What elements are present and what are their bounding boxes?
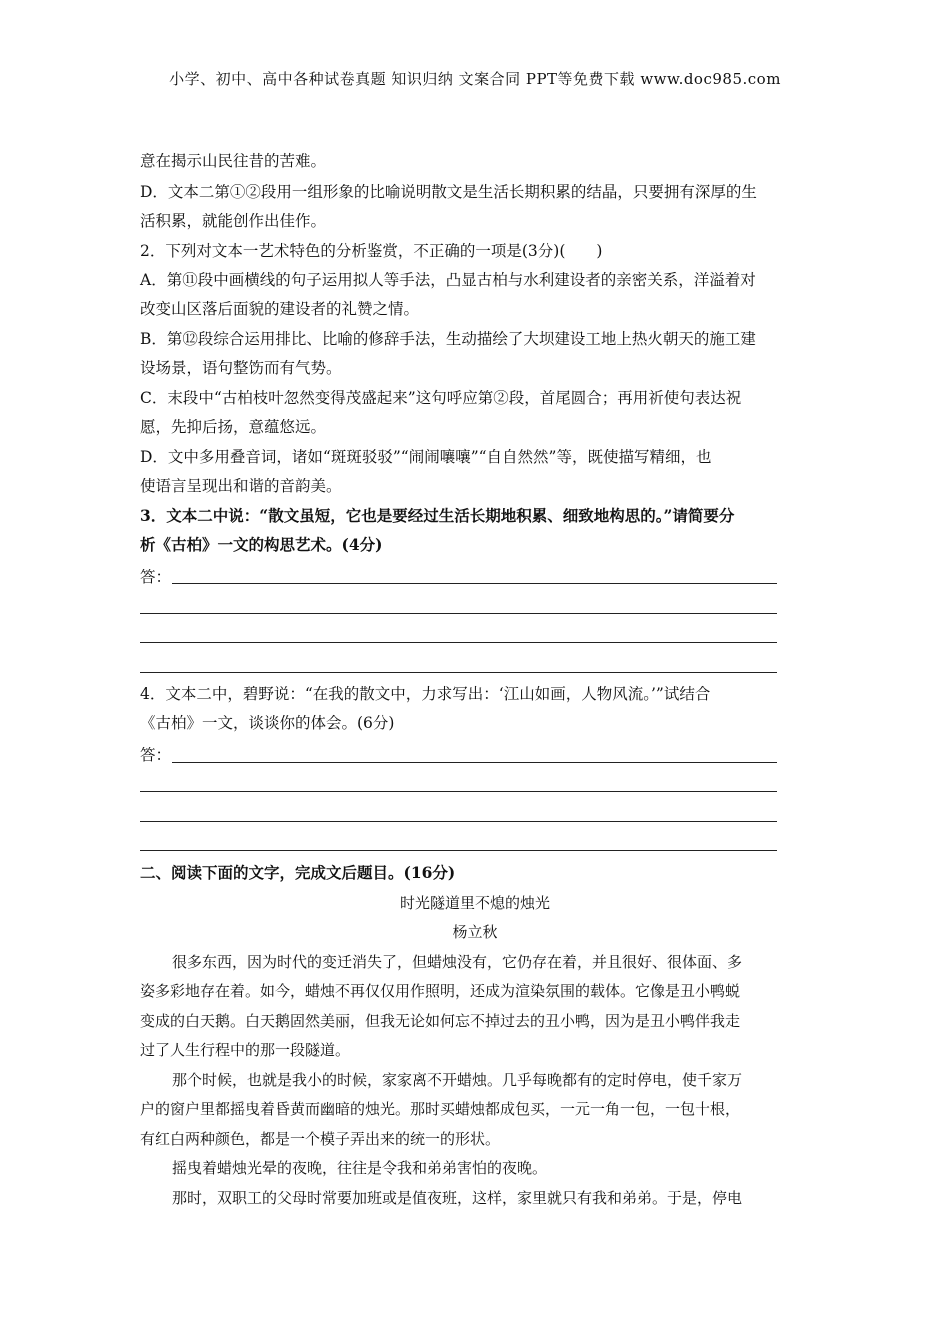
answer-line[interactable] [140, 821, 777, 822]
question-3: 3．文本二中说：“散文虽短，它也是要经过生活长期地积累、细致地构思的。”请简要分 [140, 506, 735, 525]
answer-label: 答： [140, 568, 172, 586]
text-line: 使语言呈现出和谐的音韵美。 [140, 477, 342, 495]
text-line: 设场景，语句整饬而有气势。 [140, 359, 342, 377]
paragraph-line: 那个时候，也就是我小的时候，家家离不开蜡烛。几乎每晚都有的定时停电，使千家万 [172, 1071, 743, 1089]
paragraph-line: 摇曳着蜡烛光晕的夜晚，往往是令我和弟弟害怕的夜晚。 [172, 1159, 548, 1177]
question-2: 2．下列对文本一艺术特色的分析鉴赏，不正确的一项是(3分)( ) [140, 242, 603, 260]
answer-line[interactable] [140, 850, 777, 851]
paragraph-line: 有红白两种颜色，都是一个模子弄出来的统一的形状。 [140, 1130, 501, 1148]
option-b-line: B．第⑫段综合运用排比、比喻的修辞手法，生动描绘了大坝建设工地上热火朝天的施工建 [140, 330, 756, 348]
article-title: 时光隧道里不熄的烛光 [399, 894, 550, 912]
text-line: 改变山区落后面貌的建设者的礼赞之情。 [140, 300, 420, 318]
paragraph-line: 很多东西，因为时代的变迁消失了，但蜡烛没有，它仍存在着，并且很好、很体面、多 [172, 953, 743, 971]
text-line: 活积累，就能创作出佳作。 [140, 212, 327, 230]
page-header: 小学、初中、高中各种试卷真题 知识归纳 文案合同 PPT等免费下载 www.doc985.com [169, 70, 781, 88]
answer-label: 答： [140, 746, 172, 764]
text-line: 意在揭示山民往昔的苦难。 [140, 152, 327, 170]
answer-line[interactable] [140, 613, 777, 614]
answer-line[interactable] [172, 762, 777, 763]
article-author: 杨立秋 [452, 923, 498, 941]
question-4-cont: 《古柏》一文，谈谈你的体会。(6分) [140, 714, 395, 732]
option-c-line: C．末段中“古柏枝叶忽然变得茂盛起来”这句呼应第②段，首尾圆合；再用祈使句表达祝 [140, 389, 742, 407]
option-a-line: A．第⑪段中画横线的句子运用拟人等手法，凸显古柏与水利建设者的亲密关系，洋溢着对 [140, 271, 756, 289]
answer-line[interactable] [140, 791, 777, 792]
section-heading: 二、阅读下面的文字，完成文后题目。(16分) [140, 863, 456, 882]
paragraph-line: 过了人生行程中的那一段隧道。 [140, 1041, 351, 1059]
text-line: 愿，先抑后扬，意蕴悠远。 [140, 418, 327, 436]
question-3-cont: 析《古柏》一文的构思艺术。(4分) [140, 535, 383, 554]
answer-line[interactable] [172, 583, 777, 584]
option-d-line: D．文中多用叠音词，诸如“斑斑驳驳”“闹闹嚷嚷”“自自然然”等，既使描写精细，也 [140, 448, 712, 466]
paragraph-line: 户的窗户里都摇曳着昏黄而幽暗的烛光。那时买蜡烛都成包买，一元一角一包，一包十根， [140, 1100, 741, 1118]
paragraph-line: 变成的白天鹅。白天鹅固然美丽，但我无论如何忘不掉过去的丑小鸭，因为是丑小鸭伴我走 [140, 1012, 741, 1030]
paragraph-line: 那时，双职工的父母时常要加班或是值夜班，这样，家里就只有我和弟弟。于是，停电 [172, 1189, 743, 1207]
paragraph-line: 姿多彩地存在着。如今，蜡烛不再仅仅用作照明，还成为渲染氛围的载体。它像是丑小鸭蜕 [140, 982, 741, 1000]
answer-line[interactable] [140, 672, 777, 673]
question-4: 4．文本二中，碧野说：“在我的散文中，力求写出：‘江山如画，人物风流。’”试结合 [140, 685, 711, 703]
answer-line[interactable] [140, 642, 777, 643]
option-d-line: D．文本二第①②段用一组形象的比喻说明散文是生活长期积累的结晶，只要拥有深厚的生 [140, 183, 757, 201]
